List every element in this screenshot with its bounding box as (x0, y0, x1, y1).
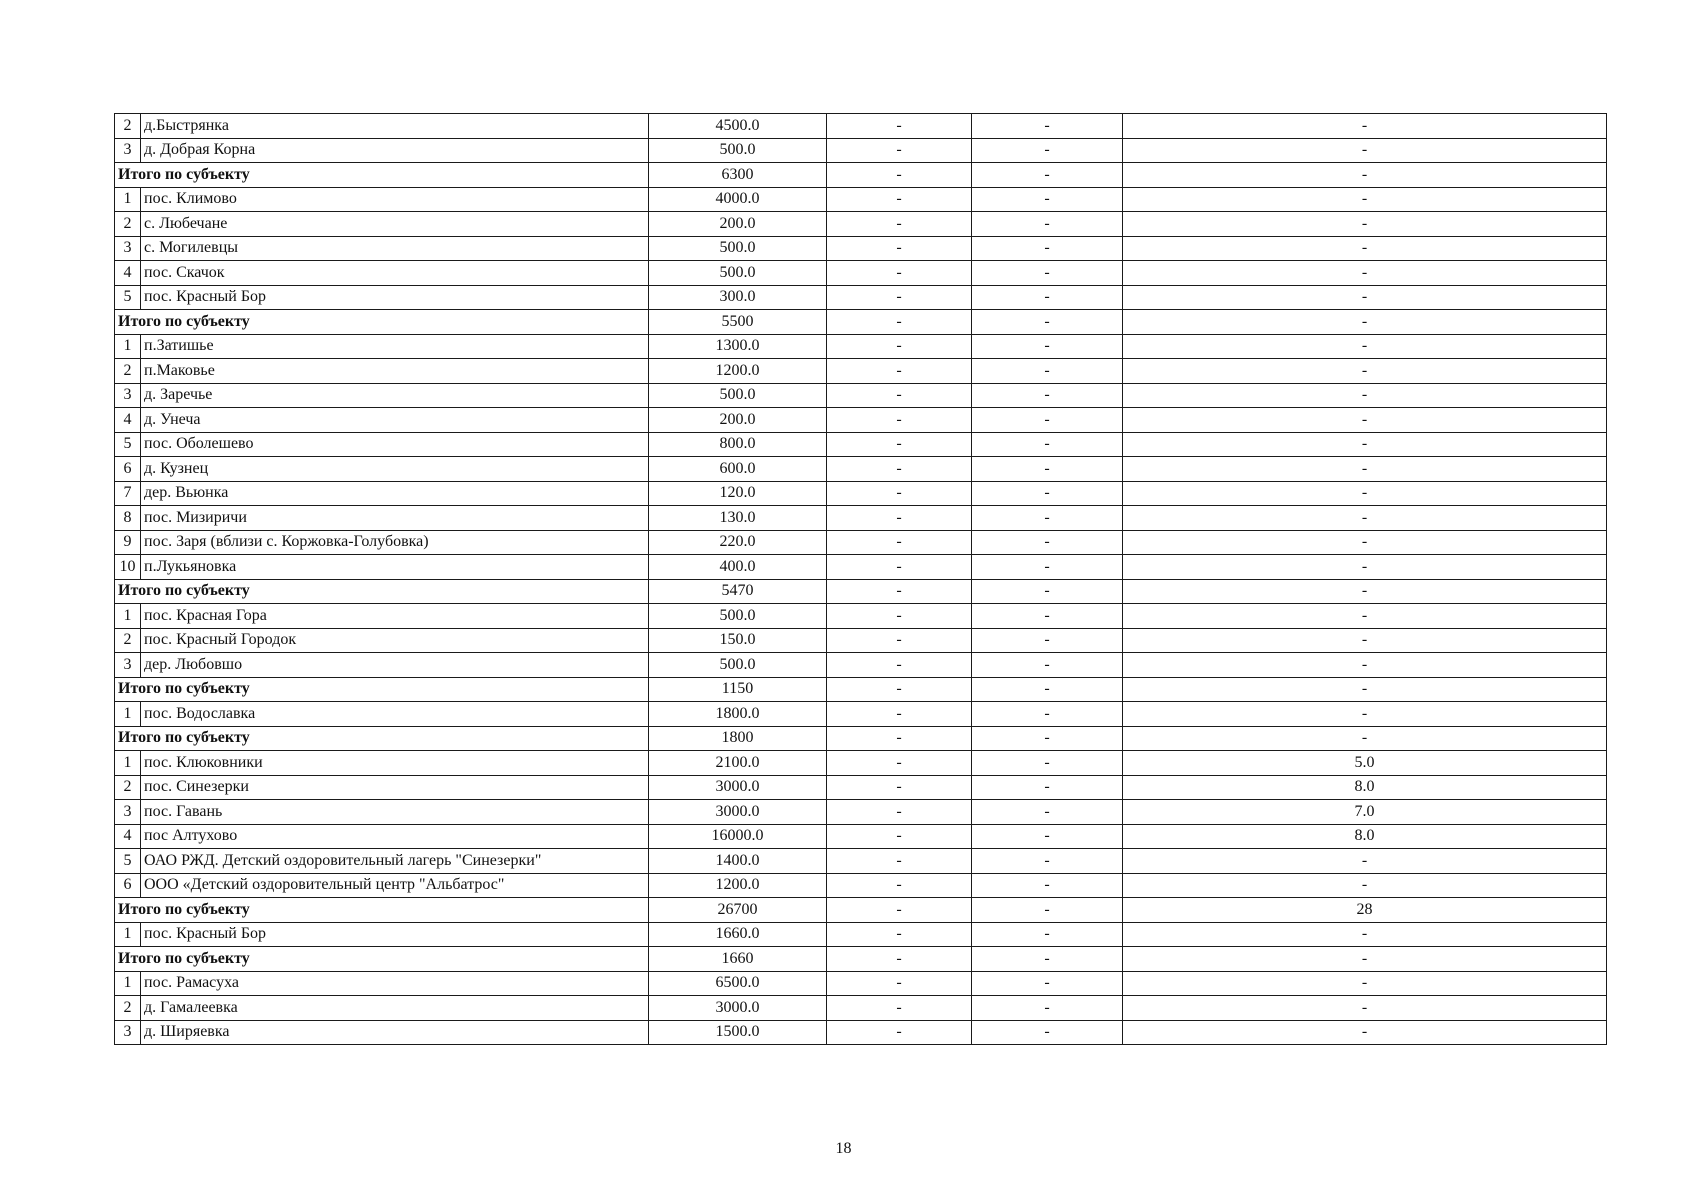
value-col-3: - (972, 702, 1123, 727)
value-col-3: - (972, 163, 1123, 188)
value-col-1: 6500.0 (649, 971, 827, 996)
value-col-2: - (827, 530, 972, 555)
value-col-1: 200.0 (649, 408, 827, 433)
settlement-name: пос. Оболешево (141, 432, 649, 457)
row-number: 1 (115, 187, 141, 212)
value-col-1: 3000.0 (649, 996, 827, 1021)
value-col-4: - (1123, 432, 1607, 457)
table-row (115, 506, 1607, 531)
table-row (115, 971, 1607, 996)
value-col-2: - (827, 114, 972, 139)
row-number: 2 (115, 114, 141, 139)
settlement-name: д.Быстрянка (141, 114, 649, 139)
value-col-3: - (972, 579, 1123, 604)
row-number: 5 (115, 432, 141, 457)
subtotal-label: Итого по субъекту (115, 579, 649, 604)
row-number: 2 (115, 996, 141, 1021)
subtotal-label: Итого по субъекту (115, 677, 649, 702)
value-col-3: - (972, 408, 1123, 433)
settlement-name: с. Любечане (141, 212, 649, 237)
value-col-4: - (1123, 628, 1607, 653)
table-row (115, 114, 1607, 139)
value-col-4: - (1123, 677, 1607, 702)
row-number: 2 (115, 628, 141, 653)
table-row (115, 751, 1607, 776)
value-col-2: - (827, 261, 972, 286)
row-number: 3 (115, 653, 141, 678)
table-row (115, 383, 1607, 408)
table-row (115, 653, 1607, 678)
value-col-1: 1150 (649, 677, 827, 702)
value-col-4: - (1123, 408, 1607, 433)
value-col-3: - (972, 457, 1123, 482)
settlement-name: ООО «Детский оздоровительный центр "Альбатрос" (141, 873, 649, 898)
value-col-1: 1660.0 (649, 922, 827, 947)
value-col-1: 26700 (649, 898, 827, 923)
table-row (115, 555, 1607, 580)
value-col-4: 8.0 (1123, 824, 1607, 849)
value-col-4: - (1123, 383, 1607, 408)
value-col-1: 500.0 (649, 138, 827, 163)
value-col-3: - (972, 334, 1123, 359)
settlement-name: дер. Вьюнка (141, 481, 649, 506)
table-row (115, 849, 1607, 874)
settlement-name: пос. Синезерки (141, 775, 649, 800)
settlement-name: д. Заречье (141, 383, 649, 408)
value-col-4: 8.0 (1123, 775, 1607, 800)
table-row-subtotal (115, 163, 1607, 188)
settlement-name: п.Затишье (141, 334, 649, 359)
value-col-1: 200.0 (649, 212, 827, 237)
value-col-2: - (827, 432, 972, 457)
value-col-4: 28 (1123, 898, 1607, 923)
value-col-4: - (1123, 261, 1607, 286)
value-col-2: - (827, 359, 972, 384)
value-col-2: - (827, 1020, 972, 1045)
settlement-name: п.Лукьяновка (141, 555, 649, 580)
value-col-3: - (972, 212, 1123, 237)
value-col-4: - (1123, 702, 1607, 727)
row-number: 1 (115, 334, 141, 359)
settlement-name: пос. Красный Бор (141, 285, 649, 310)
value-col-2: - (827, 163, 972, 188)
value-col-3: - (972, 359, 1123, 384)
table-row (115, 702, 1607, 727)
row-number: 8 (115, 506, 141, 531)
value-col-1: 220.0 (649, 530, 827, 555)
table-row-subtotal (115, 310, 1607, 335)
value-col-1: 500.0 (649, 383, 827, 408)
value-col-3: - (972, 555, 1123, 580)
settlement-name: пос. Заря (вблизи с. Коржовка-Голубовка) (141, 530, 649, 555)
data-table (114, 113, 1607, 1045)
row-number: 2 (115, 212, 141, 237)
table-row (115, 359, 1607, 384)
row-number: 6 (115, 457, 141, 482)
value-col-2: - (827, 898, 972, 923)
value-col-1: 1660 (649, 947, 827, 972)
table-row (115, 481, 1607, 506)
value-col-3: - (972, 310, 1123, 335)
value-col-2: - (827, 775, 972, 800)
value-col-2: - (827, 212, 972, 237)
value-col-4: - (1123, 481, 1607, 506)
value-col-2: - (827, 285, 972, 310)
value-col-3: - (972, 800, 1123, 825)
value-col-1: 500.0 (649, 236, 827, 261)
row-number: 4 (115, 824, 141, 849)
table-row (115, 873, 1607, 898)
row-number: 3 (115, 1020, 141, 1045)
value-col-4: 5.0 (1123, 751, 1607, 776)
value-col-4: - (1123, 996, 1607, 1021)
subtotal-label: Итого по субъекту (115, 898, 649, 923)
settlement-name: пос. Красная Гора (141, 604, 649, 629)
table-row (115, 628, 1607, 653)
value-col-3: - (972, 261, 1123, 286)
value-col-3: - (972, 751, 1123, 776)
value-col-3: - (972, 114, 1123, 139)
value-col-3: - (972, 383, 1123, 408)
value-col-4: - (1123, 310, 1607, 335)
value-col-4: - (1123, 334, 1607, 359)
value-col-4: - (1123, 1020, 1607, 1045)
value-col-3: - (972, 996, 1123, 1021)
row-number: 3 (115, 800, 141, 825)
value-col-1: 800.0 (649, 432, 827, 457)
value-col-3: - (972, 849, 1123, 874)
table-row (115, 800, 1607, 825)
value-col-3: - (972, 922, 1123, 947)
table-row (115, 236, 1607, 261)
value-col-2: - (827, 310, 972, 335)
value-col-4: - (1123, 114, 1607, 139)
value-col-1: 1500.0 (649, 1020, 827, 1045)
value-col-1: 3000.0 (649, 800, 827, 825)
row-number: 3 (115, 383, 141, 408)
settlement-name: дер. Любовшо (141, 653, 649, 678)
row-number: 2 (115, 359, 141, 384)
settlement-name: ОАО РЖД. Детский оздоровительный лагерь "Синезерки" (141, 849, 649, 874)
value-col-3: - (972, 971, 1123, 996)
subtotal-label: Итого по субъекту (115, 726, 649, 751)
value-col-4: - (1123, 922, 1607, 947)
value-col-3: - (972, 506, 1123, 531)
value-col-3: - (972, 947, 1123, 972)
value-col-4: - (1123, 187, 1607, 212)
value-col-3: - (972, 726, 1123, 751)
settlement-name: пос. Скачок (141, 261, 649, 286)
value-col-4: - (1123, 530, 1607, 555)
table-row (115, 285, 1607, 310)
value-col-3: - (972, 481, 1123, 506)
settlement-name: д. Гамалеевка (141, 996, 649, 1021)
value-col-4: - (1123, 873, 1607, 898)
value-col-4: - (1123, 726, 1607, 751)
value-col-1: 1400.0 (649, 849, 827, 874)
value-col-4: - (1123, 604, 1607, 629)
table-row (115, 408, 1607, 433)
row-number: 5 (115, 285, 141, 310)
value-col-4: - (1123, 971, 1607, 996)
value-col-4: - (1123, 212, 1607, 237)
value-col-3: - (972, 653, 1123, 678)
value-col-1: 5470 (649, 579, 827, 604)
row-number: 10 (115, 555, 141, 580)
value-col-4: - (1123, 457, 1607, 482)
row-number: 1 (115, 922, 141, 947)
row-number: 4 (115, 408, 141, 433)
value-col-2: - (827, 702, 972, 727)
table-row-subtotal (115, 947, 1607, 972)
table-row (115, 530, 1607, 555)
value-col-1: 150.0 (649, 628, 827, 653)
settlement-name: пос. Мизиричи (141, 506, 649, 531)
value-col-1: 5500 (649, 310, 827, 335)
value-col-2: - (827, 138, 972, 163)
settlement-name: пос. Клюковники (141, 751, 649, 776)
subtotal-label: Итого по субъекту (115, 163, 649, 188)
table-row (115, 457, 1607, 482)
settlement-name: д. Добрая Корна (141, 138, 649, 163)
value-col-4: - (1123, 849, 1607, 874)
settlement-name: пос. Водославка (141, 702, 649, 727)
value-col-4: - (1123, 506, 1607, 531)
row-number: 5 (115, 849, 141, 874)
settlement-name: с. Могилевцы (141, 236, 649, 261)
value-col-1: 6300 (649, 163, 827, 188)
value-col-2: - (827, 873, 972, 898)
value-col-2: - (827, 383, 972, 408)
value-col-2: - (827, 408, 972, 433)
value-col-4: 7.0 (1123, 800, 1607, 825)
value-col-4: - (1123, 555, 1607, 580)
table-row (115, 432, 1607, 457)
settlement-name: пос. Гавань (141, 800, 649, 825)
settlement-name: п.Маковье (141, 359, 649, 384)
settlement-name: д. Унеча (141, 408, 649, 433)
table-row (115, 775, 1607, 800)
value-col-4: - (1123, 163, 1607, 188)
value-col-3: - (972, 824, 1123, 849)
value-col-1: 500.0 (649, 653, 827, 678)
subtotal-label: Итого по субъекту (115, 947, 649, 972)
value-col-2: - (827, 236, 972, 261)
row-number: 3 (115, 236, 141, 261)
settlement-name: д. Кузнец (141, 457, 649, 482)
table-row (115, 261, 1607, 286)
value-col-2: - (827, 628, 972, 653)
value-col-1: 1300.0 (649, 334, 827, 359)
value-col-1: 130.0 (649, 506, 827, 531)
value-col-4: - (1123, 236, 1607, 261)
value-col-3: - (972, 236, 1123, 261)
value-col-3: - (972, 775, 1123, 800)
row-number: 4 (115, 261, 141, 286)
table-row (115, 334, 1607, 359)
value-col-1: 16000.0 (649, 824, 827, 849)
value-col-1: 600.0 (649, 457, 827, 482)
value-col-2: - (827, 481, 972, 506)
value-col-1: 120.0 (649, 481, 827, 506)
table-row (115, 824, 1607, 849)
settlement-name: пос Алтухово (141, 824, 649, 849)
value-col-4: - (1123, 138, 1607, 163)
value-col-2: - (827, 604, 972, 629)
settlement-name: пос. Красный Бор (141, 922, 649, 947)
value-col-2: - (827, 922, 972, 947)
table-row-subtotal (115, 898, 1607, 923)
value-col-3: - (972, 628, 1123, 653)
value-col-2: - (827, 653, 972, 678)
row-number: 1 (115, 702, 141, 727)
value-col-2: - (827, 555, 972, 580)
value-col-3: - (972, 187, 1123, 212)
table-row (115, 922, 1607, 947)
value-col-4: - (1123, 947, 1607, 972)
table-row-subtotal (115, 579, 1607, 604)
value-col-1: 2100.0 (649, 751, 827, 776)
value-col-2: - (827, 334, 972, 359)
value-col-2: - (827, 800, 972, 825)
value-col-2: - (827, 457, 972, 482)
value-col-1: 400.0 (649, 555, 827, 580)
table-row (115, 212, 1607, 237)
row-number: 1 (115, 604, 141, 629)
table-body (115, 114, 1607, 1045)
value-col-1: 1800 (649, 726, 827, 751)
value-col-1: 4000.0 (649, 187, 827, 212)
subtotal-label: Итого по субъекту (115, 310, 649, 335)
value-col-2: - (827, 726, 972, 751)
value-col-1: 1200.0 (649, 873, 827, 898)
value-col-2: - (827, 996, 972, 1021)
value-col-3: - (972, 898, 1123, 923)
value-col-3: - (972, 138, 1123, 163)
value-col-1: 500.0 (649, 261, 827, 286)
row-number: 3 (115, 138, 141, 163)
value-col-3: - (972, 285, 1123, 310)
row-number: 9 (115, 530, 141, 555)
table-row (115, 604, 1607, 629)
value-col-2: - (827, 506, 972, 531)
value-col-2: - (827, 579, 972, 604)
table-row (115, 187, 1607, 212)
value-col-1: 300.0 (649, 285, 827, 310)
value-col-2: - (827, 751, 972, 776)
table-row (115, 138, 1607, 163)
page-number: 18 (835, 1140, 852, 1157)
table-row-subtotal (115, 726, 1607, 751)
value-col-2: - (827, 947, 972, 972)
value-col-3: - (972, 530, 1123, 555)
settlement-name: пос. Красный Городок (141, 628, 649, 653)
value-col-3: - (972, 677, 1123, 702)
row-number: 7 (115, 481, 141, 506)
value-col-4: - (1123, 579, 1607, 604)
value-col-1: 4500.0 (649, 114, 827, 139)
value-col-1: 1800.0 (649, 702, 827, 727)
row-number: 1 (115, 751, 141, 776)
value-col-2: - (827, 849, 972, 874)
value-col-2: - (827, 824, 972, 849)
settlement-name: пос. Рамасуха (141, 971, 649, 996)
value-col-3: - (972, 432, 1123, 457)
table-row (115, 996, 1607, 1021)
value-col-4: - (1123, 285, 1607, 310)
table-row-subtotal (115, 677, 1607, 702)
value-col-1: 3000.0 (649, 775, 827, 800)
table-row (115, 1020, 1607, 1045)
settlement-name: д. Ширяевка (141, 1020, 649, 1045)
row-number: 2 (115, 775, 141, 800)
value-col-3: - (972, 604, 1123, 629)
value-col-4: - (1123, 653, 1607, 678)
settlement-name: пос. Климово (141, 187, 649, 212)
value-col-2: - (827, 971, 972, 996)
value-col-2: - (827, 187, 972, 212)
row-number: 6 (115, 873, 141, 898)
value-col-1: 500.0 (649, 604, 827, 629)
value-col-2: - (827, 677, 972, 702)
value-col-1: 1200.0 (649, 359, 827, 384)
value-col-3: - (972, 873, 1123, 898)
row-number: 1 (115, 971, 141, 996)
value-col-4: - (1123, 359, 1607, 384)
value-col-3: - (972, 1020, 1123, 1045)
